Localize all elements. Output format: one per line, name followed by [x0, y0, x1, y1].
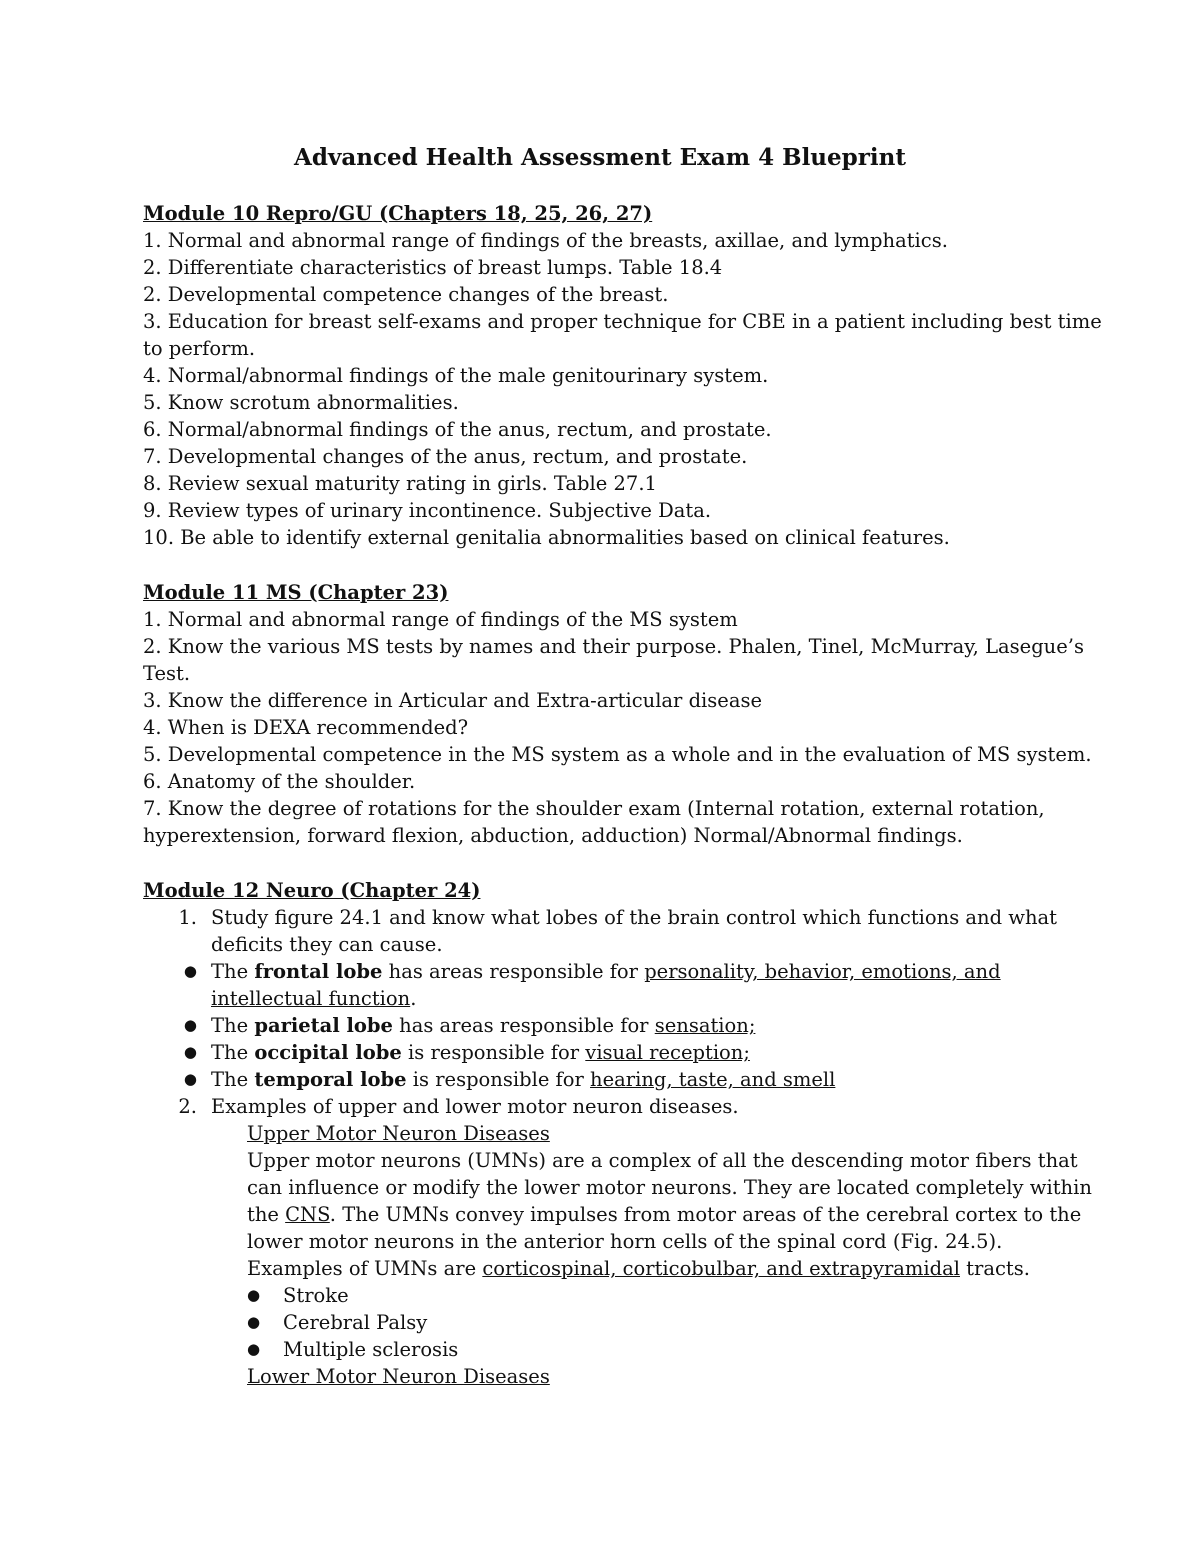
lobe-name: parietal lobe	[254, 1014, 393, 1037]
lobe-text: has areas responsible for	[392, 1014, 655, 1037]
lobe-text: is responsible for	[401, 1041, 586, 1064]
numbered-item	[143, 904, 1063, 958]
umn-example-text: Cerebral Palsy	[283, 1311, 428, 1334]
module-11-line: 3. Know the difference in Articular and Extra-articular disease	[143, 689, 763, 712]
module-10-line: 2. Differentiate characteristics of breast lumps. Table 18.4	[143, 256, 723, 279]
lobe-bullet	[143, 1066, 1063, 1093]
module-11-line: hyperextension, forward flexion, abduction, adduction) Normal/Abnormal findings.	[143, 824, 963, 847]
lobe-text: The	[211, 1014, 255, 1037]
lobe-function: hearing, taste, and smell	[590, 1068, 836, 1091]
module-12-section	[143, 877, 1092, 1390]
lobe-text: has areas responsible for	[382, 960, 645, 983]
module-10-line: 6. Normal/abnormal findings of the anus, rectum, and prostate.	[143, 418, 772, 441]
module-12-heading: Module 12 Neuro (Chapter 24)	[143, 879, 481, 902]
lobe-text: The	[211, 1041, 255, 1064]
lobe-bullet	[143, 1012, 1063, 1039]
umn-example	[143, 1309, 1063, 1336]
lobe-text: The	[211, 1068, 255, 1091]
umn-example-text: Multiple sclerosis	[283, 1338, 459, 1361]
module-11-section	[143, 579, 1092, 849]
item-text: deficits they can cause.	[211, 933, 443, 956]
module-10-line: 2. Developmental competence changes of the breast.	[143, 283, 669, 306]
bullet-icon: ●	[183, 1043, 197, 1061]
module-11-line: 4. When is DEXA recommended?	[143, 716, 469, 739]
item-text: Study figure 24.1 and know what lobes of the brain control which functions and what	[211, 906, 1058, 929]
module-10-line: to perform.	[143, 337, 256, 360]
bullet-icon: ●	[183, 962, 197, 980]
module-11-line: Test.	[143, 662, 191, 685]
document-title: Advanced Health Assessment Exam 4 Blueprint	[294, 144, 906, 171]
lobe-bullet	[143, 958, 1063, 1012]
module-10-line: 4. Normal/abnormal findings of the male genitourinary system.	[143, 364, 769, 387]
module-10-heading: Module 10 Repro/GU (Chapters 18, 25, 26, 27)	[143, 202, 653, 225]
item-number: 2.	[178, 1095, 197, 1118]
module-11-line: 1. Normal and abnormal range of findings of the MS system	[143, 608, 738, 631]
bullet-icon: ●	[247, 1286, 261, 1304]
cns-term: CNS	[285, 1203, 330, 1226]
umn-example	[143, 1336, 1063, 1363]
lobe-function: personality, behavior, emotions, and	[644, 960, 1001, 983]
module-10-line: 10. Be able to identify external genitalia abnormalities based on clinical features.	[143, 526, 950, 549]
lobe-bullet	[143, 1039, 1063, 1066]
umn-paragraph-line: lower motor neurons in the anterior horn cells of the spinal cord (Fig. 24.5).	[247, 1230, 1003, 1253]
lobe-function: sensation;	[654, 1014, 756, 1037]
module-10-line: 7. Developmental changes of the anus, rectum, and prostate.	[143, 445, 748, 468]
bullet-icon: ●	[247, 1313, 261, 1331]
umn-example-text: Stroke	[283, 1284, 349, 1307]
lobe-text: .	[410, 987, 417, 1010]
item-number: 1.	[178, 906, 197, 929]
lobe-text: is responsible for	[406, 1068, 591, 1091]
lobe-function: visual reception;	[585, 1041, 750, 1064]
lobe-name: frontal lobe	[254, 960, 383, 983]
tracts-term: corticospinal, corticobulbar, and extrapyramidal	[482, 1257, 960, 1280]
item-text: Examples of upper and lower motor neuron diseases.	[211, 1095, 739, 1118]
bullet-icon: ●	[183, 1070, 197, 1088]
module-10-line: 9. Review types of urinary incontinence. Subjective Data.	[143, 499, 712, 522]
lobe-name: temporal lobe	[254, 1068, 407, 1091]
bullet-icon: ●	[183, 1016, 197, 1034]
lmn-heading: Lower Motor Neuron Diseases	[247, 1365, 550, 1388]
umn-heading: Upper Motor Neuron Diseases	[247, 1122, 550, 1145]
umn-paragraph-line: Upper motor neurons (UMNs) are a complex of all the descending motor fibers that	[247, 1149, 1078, 1172]
lobe-text: The	[211, 960, 255, 983]
umn-paragraph-line: the CNS. The UMNs convey impulses from motor areas of the cerebral cortex to the	[247, 1203, 1082, 1226]
umn-example	[143, 1282, 1063, 1309]
module-10-line: 3. Education for breast self-exams and proper technique for CBE in a patient including best time	[143, 310, 1102, 333]
module-11-line: 7. Know the degree of rotations for the shoulder exam (Internal rotation, external rotation,	[143, 797, 1045, 820]
module-10-line: 1. Normal and abnormal range of findings of the breasts, axillae, and lymphatics.	[143, 229, 948, 252]
umn-paragraph-line: Examples of UMNs are corticospinal, corticobulbar, and extrapyramidal tracts.	[247, 1257, 1030, 1280]
lobe-name: occipital lobe	[254, 1041, 402, 1064]
lobe-function: intellectual function	[211, 987, 411, 1010]
module-11-line: 6. Anatomy of the shoulder.	[143, 770, 416, 793]
numbered-item	[143, 1093, 1063, 1120]
module-10-line: 8. Review sexual maturity rating in girls. Table 27.1	[143, 472, 657, 495]
bullet-icon: ●	[247, 1340, 261, 1358]
module-11-heading: Module 11 MS (Chapter 23)	[143, 581, 449, 604]
module-11-line: 2. Know the various MS tests by names and their purpose. Phalen, Tinel, McMurray, Lasegue’s	[143, 635, 1084, 658]
module-10-section	[143, 200, 1102, 551]
module-10-line: 5. Know scrotum abnormalities.	[143, 391, 459, 414]
umn-paragraph-line: can influence or modify the lower motor neurons. They are located completely within	[247, 1176, 1092, 1199]
module-11-line: 5. Developmental competence in the MS system as a whole and in the evaluation of MS system.	[143, 743, 1092, 766]
